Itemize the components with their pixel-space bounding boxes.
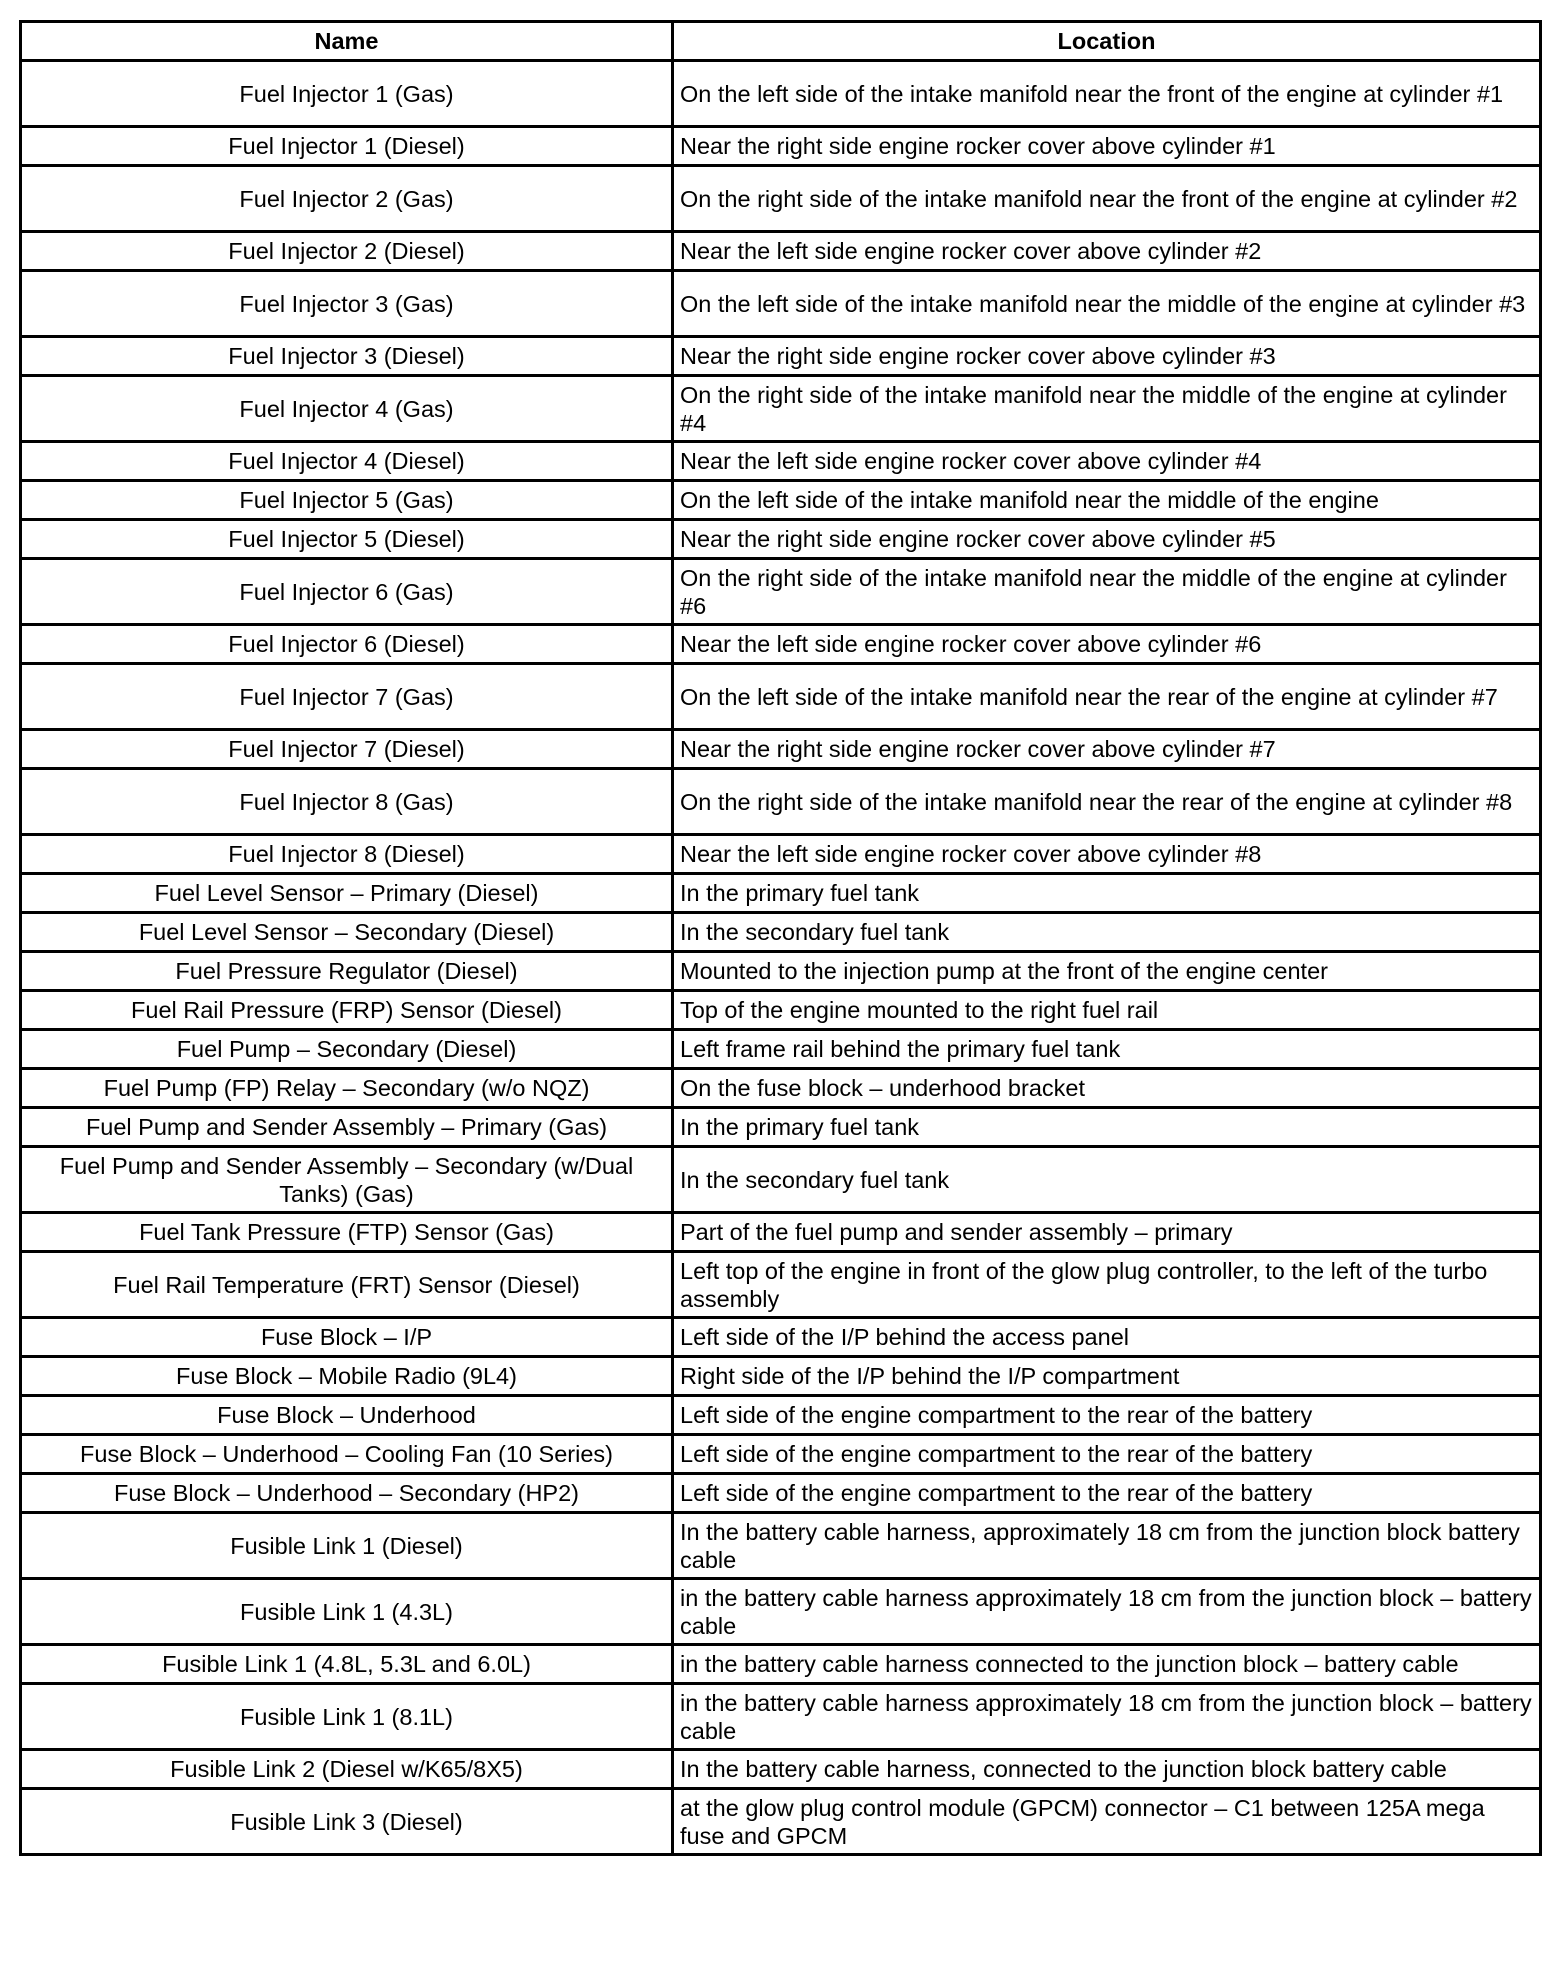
component-location-cell: In the primary fuel tank [673,1108,1541,1147]
component-location-cell: Left side of the I/P behind the access panel [673,1318,1541,1357]
component-name-cell: Fuel Level Sensor – Primary (Diesel) [21,874,673,913]
table-row [21,271,1541,337]
table-header [21,22,1541,61]
component-location-cell: On the right side of the intake manifold near the middle of the engine at cylinder #6 [673,559,1541,625]
table-row [21,1357,1541,1396]
component-location-table [19,20,1542,1856]
component-name-cell: Fuel Injector 5 (Diesel) [21,520,673,559]
component-name-cell: Fuel Injector 8 (Diesel) [21,835,673,874]
component-location-cell: Part of the fuel pump and sender assembly – primary [673,1213,1541,1252]
component-name-cell: Fuse Block – Underhood – Secondary (HP2) [21,1474,673,1513]
component-name-cell: Fuse Block – I/P [21,1318,673,1357]
header-row [21,22,1541,61]
component-name-cell: Fuel Injector 1 (Gas) [21,61,673,127]
component-location-cell: Right side of the I/P behind the I/P compartment [673,1357,1541,1396]
table-row [21,559,1541,625]
component-locator-page [19,20,1539,1856]
component-location-cell: Near the right side engine rocker cover above cylinder #5 [673,520,1541,559]
component-name-cell: Fuel Rail Temperature (FRT) Sensor (Diesel) [21,1252,673,1318]
component-name-cell: Fuel Pressure Regulator (Diesel) [21,952,673,991]
table-row [21,1069,1541,1108]
component-location-cell: In the secondary fuel tank [673,1147,1541,1213]
component-location-cell: Left top of the engine in front of the glow plug controller, to the left of the turbo assembly [673,1252,1541,1318]
component-name-cell: Fuel Injector 3 (Gas) [21,271,673,337]
table-row [21,730,1541,769]
component-location-cell: In the secondary fuel tank [673,913,1541,952]
component-name-cell: Fuel Tank Pressure (FTP) Sensor (Gas) [21,1213,673,1252]
component-name-cell: Fuel Injector 4 (Gas) [21,376,673,442]
table-row [21,1684,1541,1750]
table-row [21,1147,1541,1213]
component-location-cell: On the left side of the intake manifold near the middle of the engine at cylinder #3 [673,271,1541,337]
table-row [21,1030,1541,1069]
table-row [21,1213,1541,1252]
component-name-cell: Fuel Injector 6 (Gas) [21,559,673,625]
table-row [21,1474,1541,1513]
component-location-cell: On the left side of the intake manifold near the middle of the engine [673,481,1541,520]
component-name-cell: Fuse Block – Underhood [21,1396,673,1435]
table-row [21,442,1541,481]
component-name-cell: Fuel Injector 2 (Gas) [21,166,673,232]
component-name-cell: Fuel Injector 8 (Gas) [21,769,673,835]
component-name-cell: Fuel Injector 4 (Diesel) [21,442,673,481]
component-location-cell: On the left side of the intake manifold near the rear of the engine at cylinder #7 [673,664,1541,730]
name-column-header: Name [21,22,673,61]
component-name-cell: Fuse Block – Mobile Radio (9L4) [21,1357,673,1396]
table-row [21,520,1541,559]
table-row [21,1513,1541,1579]
component-name-cell: Fuel Injector 5 (Gas) [21,481,673,520]
table-row [21,1789,1541,1855]
component-location-cell: Near the left side engine rocker cover above cylinder #4 [673,442,1541,481]
table-row [21,1579,1541,1645]
component-location-cell: Top of the engine mounted to the right fuel rail [673,991,1541,1030]
component-location-cell: Near the left side engine rocker cover above cylinder #2 [673,232,1541,271]
table-row [21,991,1541,1030]
component-name-cell: Fuel Injector 1 (Diesel) [21,127,673,166]
component-name-cell: Fusible Link 1 (8.1L) [21,1684,673,1750]
component-name-cell: Fuel Rail Pressure (FRP) Sensor (Diesel) [21,991,673,1030]
table-row [21,1318,1541,1357]
component-location-cell: On the right side of the intake manifold near the middle of the engine at cylinder #4 [673,376,1541,442]
component-location-cell: in the battery cable harness approximately 18 cm from the junction block – battery cable [673,1579,1541,1645]
table-row [21,376,1541,442]
component-name-cell: Fusible Link 1 (4.8L, 5.3L and 6.0L) [21,1645,673,1684]
component-location-cell: On the fuse block – underhood bracket [673,1069,1541,1108]
table-row [21,769,1541,835]
component-location-cell: On the left side of the intake manifold near the front of the engine at cylinder #1 [673,61,1541,127]
table-body [21,61,1541,1855]
table-row [21,1750,1541,1789]
component-name-cell: Fusible Link 2 (Diesel w/K65/8X5) [21,1750,673,1789]
component-location-cell: In the primary fuel tank [673,874,1541,913]
component-name-cell: Fuel Injector 6 (Diesel) [21,625,673,664]
component-location-cell: On the right side of the intake manifold near the rear of the engine at cylinder #8 [673,769,1541,835]
component-name-cell: Fuse Block – Underhood – Cooling Fan (10 Series) [21,1435,673,1474]
location-column-header: Location [673,22,1541,61]
component-location-cell: Mounted to the injection pump at the front of the engine center [673,952,1541,991]
component-name-cell: Fuel Pump and Sender Assembly – Secondary (w/Dual Tanks) (Gas) [21,1147,673,1213]
table-row [21,232,1541,271]
component-location-cell: Left side of the engine compartment to the rear of the battery [673,1396,1541,1435]
component-location-cell: In the battery cable harness, connected to the junction block battery cable [673,1750,1541,1789]
table-row [21,127,1541,166]
component-location-cell: Near the left side engine rocker cover above cylinder #8 [673,835,1541,874]
component-name-cell: Fusible Link 1 (4.3L) [21,1579,673,1645]
table-row [21,1645,1541,1684]
component-location-cell: in the battery cable harness connected to the junction block – battery cable [673,1645,1541,1684]
table-row [21,1252,1541,1318]
table-row [21,481,1541,520]
component-location-cell: Near the right side engine rocker cover above cylinder #3 [673,337,1541,376]
component-name-cell: Fuel Pump (FP) Relay – Secondary (w/o NQZ) [21,1069,673,1108]
component-location-cell: Near the left side engine rocker cover above cylinder #6 [673,625,1541,664]
component-location-cell: In the battery cable harness, approximately 18 cm from the junction block battery cable [673,1513,1541,1579]
component-name-cell: Fuel Level Sensor – Secondary (Diesel) [21,913,673,952]
component-location-cell: Left side of the engine compartment to the rear of the battery [673,1435,1541,1474]
table-row [21,61,1541,127]
component-name-cell: Fuel Injector 7 (Gas) [21,664,673,730]
table-row [21,913,1541,952]
component-name-cell: Fusible Link 1 (Diesel) [21,1513,673,1579]
table-row [21,166,1541,232]
component-name-cell: Fuel Injector 3 (Diesel) [21,337,673,376]
table-row [21,1435,1541,1474]
table-row [21,874,1541,913]
component-location-cell: at the glow plug control module (GPCM) connector – C1 between 125A mega fuse and GPCM [673,1789,1541,1855]
component-location-cell: in the battery cable harness approximately 18 cm from the junction block – battery cable [673,1684,1541,1750]
component-location-cell: Left side of the engine compartment to the rear of the battery [673,1474,1541,1513]
component-name-cell: Fuel Injector 2 (Diesel) [21,232,673,271]
table-row [21,835,1541,874]
component-location-cell: On the right side of the intake manifold near the front of the engine at cylinder #2 [673,166,1541,232]
component-name-cell: Fuel Pump and Sender Assembly – Primary (Gas) [21,1108,673,1147]
table-row [21,625,1541,664]
component-location-cell: Left frame rail behind the primary fuel tank [673,1030,1541,1069]
component-location-cell: Near the right side engine rocker cover above cylinder #1 [673,127,1541,166]
table-row [21,337,1541,376]
table-row [21,1396,1541,1435]
component-name-cell: Fusible Link 3 (Diesel) [21,1789,673,1855]
table-row [21,952,1541,991]
component-name-cell: Fuel Pump – Secondary (Diesel) [21,1030,673,1069]
table-row [21,1108,1541,1147]
component-name-cell: Fuel Injector 7 (Diesel) [21,730,673,769]
component-location-cell: Near the right side engine rocker cover above cylinder #7 [673,730,1541,769]
table-row [21,664,1541,730]
